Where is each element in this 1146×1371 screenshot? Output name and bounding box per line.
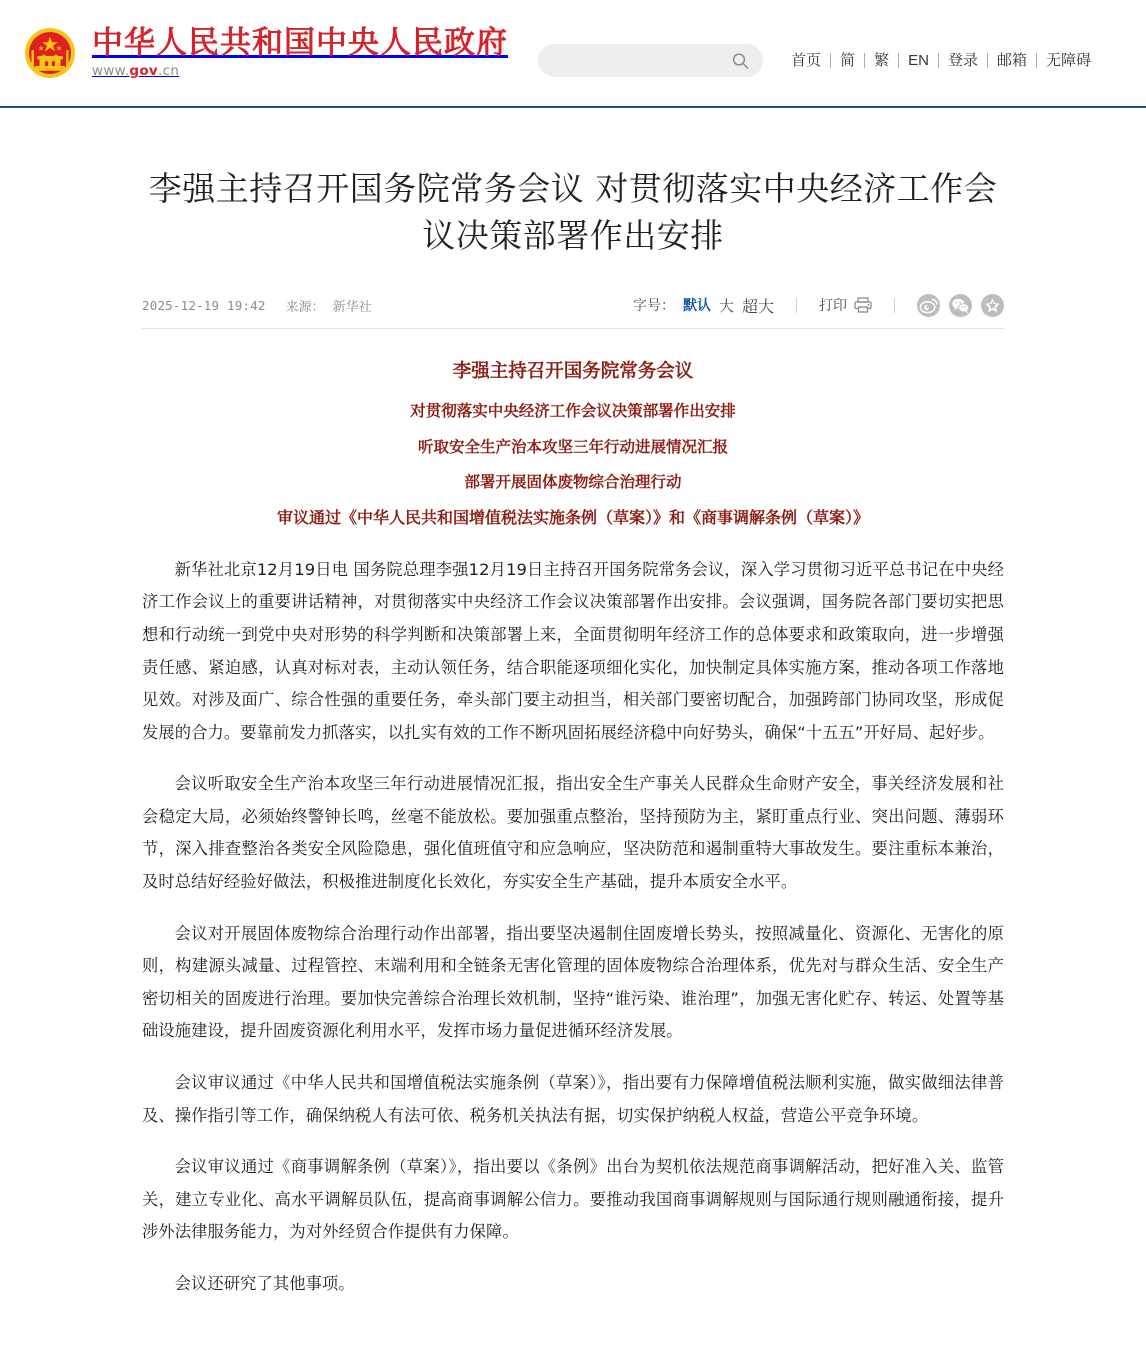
fontsize-xlarge-button[interactable]: 超大 <box>741 298 774 316</box>
lead-line-4: 部署开展固体废物综合治理行动 <box>464 472 682 492</box>
wechat-icon[interactable] <box>949 294 972 317</box>
article-paragraph: 会议审议通过《中华人民共和国增值税法实施条例（草案）》，指出要有力保障增值税法顺利实施，做实做细法律普及、操作指引等工作，确保纳税人有法可依、税务机关执法有据，切实保护纳税人权益，营造公平竞争环境。 <box>142 1073 1004 1125</box>
search-input[interactable] <box>554 44 734 77</box>
domain-prefix: www. <box>92 63 130 80</box>
meta-divider <box>796 298 797 313</box>
article-paragraph: 会议听取安全生产治本攻坚三年行动进展情况汇报，指出安全生产事关人民群众生命财产安全，事关经济发展和社会稳定大局，必须始终警钟长鸣，丝毫不能放松。要加强重点整治，坚持预防为主，紧盯重点行业、突出问题、薄弱环节，深入排查整治各类安全风险隐患，强化值班值守和应急响应，坚决防范和遏制重特大事故发生。要注重标本兼治，及时总结好经验好做法，积极推进制度化长效化，夯实安全生产基础，提升本质安全水平。 <box>142 774 1004 892</box>
article-meta-left <box>142 296 372 315</box>
weibo-icon[interactable] <box>917 294 940 317</box>
share-group <box>917 294 1004 317</box>
article <box>142 108 1004 1371</box>
nav-item-accessibility[interactable]: 无障碍 <box>1045 52 1091 69</box>
fontsize-label: 字号： <box>632 297 675 314</box>
article-meta-tools <box>633 294 1004 317</box>
domain-accent: gov <box>129 63 159 80</box>
lead-line-3: 听取安全生产治本攻坚三年行动进展情况汇报 <box>417 436 728 456</box>
site-title: 中华人民共和国中央人民政府 <box>92 25 508 62</box>
lead-line-1: 李强主持召开国务院常务会议 <box>452 360 694 382</box>
publish-timestamp: 2025-12-19 19:42 <box>142 297 266 313</box>
fontsize-default-button[interactable]: 默认 <box>682 297 711 314</box>
favorite-star-icon[interactable] <box>981 294 1004 317</box>
national-emblem-icon <box>22 25 78 81</box>
site-logo-link[interactable] <box>22 25 508 81</box>
fontsize-large-button[interactable]: 大 <box>718 297 734 315</box>
nav-item-home[interactable]: 首页 <box>791 52 822 69</box>
article-meta-bar <box>142 294 1004 329</box>
nav-item-simplified[interactable]: 简 <box>840 52 856 69</box>
article-paragraph: 会议对开展固体废物综合治理行动作出部署，指出要坚决遏制住固废增长势头，按照减量化、资源化、无害化的原则，构建源头减量、过程管控、末端利用和全链条无害化管理的固体废物综合治理体系，优先对与群众生活、安全生产密切相关的固废进行治理。要加快完善综合治理长效机制，坚持“谁污染、谁治理”，加强无害化贮存、转运、处置等基础设施建设，提升固废资源化利用水平，发挥市场力量促进循环经济发展。 <box>142 923 1004 1041</box>
nav-item-english[interactable]: EN <box>908 52 929 69</box>
source-value: 新华社 <box>332 298 372 314</box>
page-body <box>0 108 1146 1371</box>
domain-suffix: .cn <box>158 63 180 80</box>
header-utility-area <box>538 44 1100 77</box>
article-tail-space <box>142 1301 1004 1371</box>
article-content <box>142 329 1004 1301</box>
printer-icon <box>854 297 872 313</box>
top-nav <box>791 53 1100 68</box>
search-box[interactable] <box>538 44 763 77</box>
search-icon[interactable] <box>732 52 749 69</box>
nav-item-login[interactable]: 登录 <box>947 52 978 69</box>
source-label: 来源： <box>285 298 325 314</box>
article-paragraph: 会议还研究了其他事项。 <box>174 1274 355 1293</box>
print-label: 打印 <box>819 297 847 314</box>
nav-item-mail[interactable]: 邮箱 <box>996 52 1027 69</box>
article-paragraph: 会议审议通过《商事调解条例（草案）》，指出要以《条例》出台为契机依法规范商事调解活动，把好准入关、监管关，建立专业化、高水平调解员队伍，提高商事调解公信力。要推动我国商事调解规则与国际通行规则融通衔接，提升涉外法律服务能力，为对外经贸合作提供有力保障。 <box>142 1157 1004 1242</box>
article-paragraph: 新华社北京12月19日电 国务院总理李强12月19日主持召开国务院常务会议，深入学习贯彻习近平总书记在中央经济工作会议上的重要讲话精神，对贯彻落实中央经济工作会议决策部署作出安排。会议强调，国务院各部门要切实把思想和行动统一到党中央对形势的科学判断和决策部署上来，全面贯彻明年经济工作的总体要求和政策取向，进一步增强责任感、紧迫感，认真对标对表，主动认领任务，结合职能逐项细化实化，加快制定具体实施方案，推动各项工作落地见效。对涉及面广、综合性强的重要任务，牵头部门要主动担当，相关部门要密切配合，加强跨部门协同攻坚，形成促发展的合力。要靠前发力抓落实，以扎实有效的工作不断巩固拓展经济稳中向好势头，确保“十五五”开好局、起好步。 <box>142 559 1004 742</box>
lead-line-2: 对贯彻落实中央经济工作会议决策部署作出安排 <box>410 401 736 421</box>
page-title: 李强主持召开国务院常务会议 对贯彻落实中央经济工作会议决策部署作出安排 <box>148 169 998 255</box>
lead-line-5: 审议通过《中华人民共和国增值税法实施条例（草案）》和《商事调解条例（草案）》 <box>276 507 869 527</box>
lead-headline-block <box>142 360 1004 527</box>
site-header <box>0 0 1146 108</box>
nav-item-traditional[interactable]: 繁 <box>874 52 890 69</box>
print-button[interactable] <box>819 295 872 315</box>
site-domain <box>92 65 508 79</box>
meta-divider <box>894 298 895 313</box>
